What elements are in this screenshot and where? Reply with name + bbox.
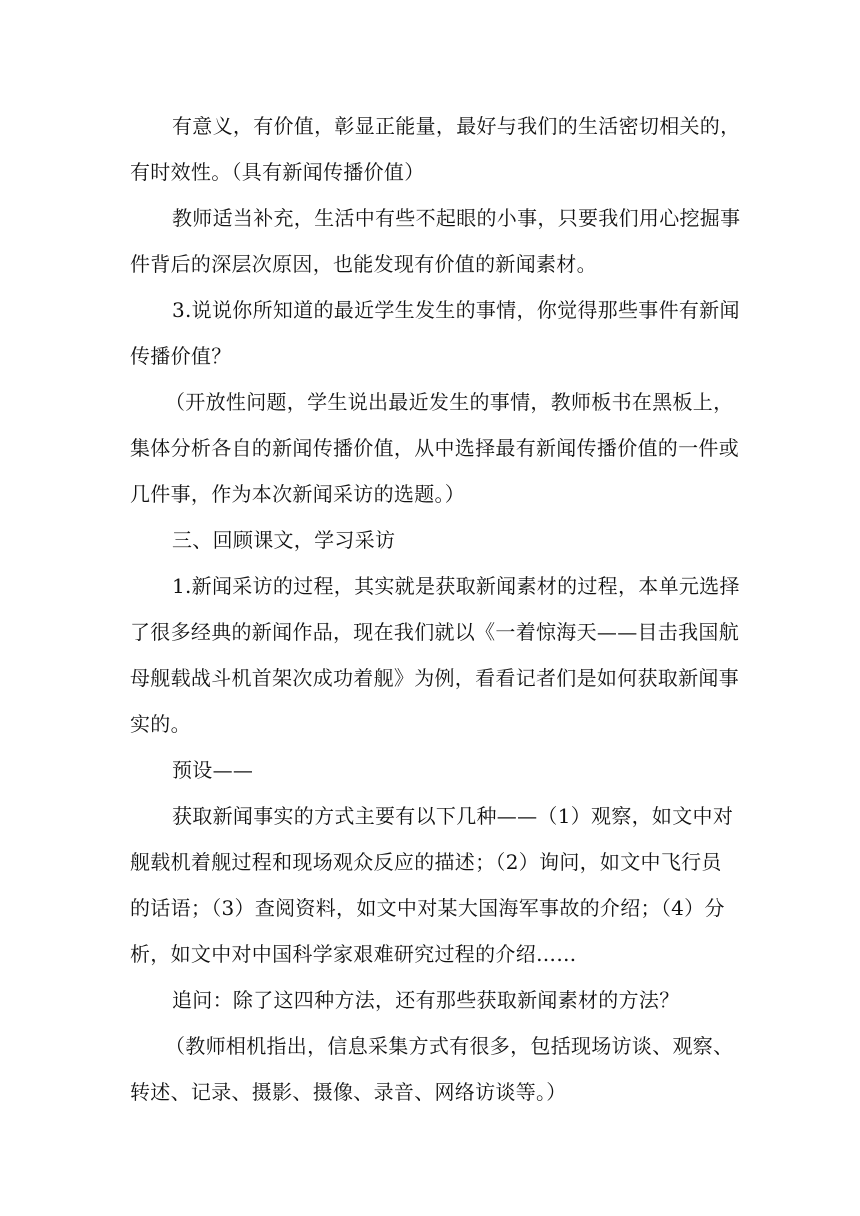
text-line: 几件事，作为本次新闻采访的选题。） xyxy=(130,482,466,506)
text-line: 舰载机着舰过程和现场观众反应的描述；（2）询问，如文中飞行员 xyxy=(130,850,722,874)
text-line: （教师相机指出，信息采集方式有很多，包括现场访谈、观察、 xyxy=(165,1034,734,1058)
text-line: 了很多经典的新闻作品，现在我们就以《一着惊海天——目击我国航 xyxy=(130,620,739,644)
text-line: 教师适当补充，生活中有些不起眼的小事，只要我们用心挖掘事 xyxy=(172,206,741,230)
text-line: 转述、记录、摄影、摄像、录音、网络访谈等。） xyxy=(130,1080,567,1104)
text-line: 追问：除了这四种方法，还有那些获取新闻素材的方法？ xyxy=(172,988,680,1012)
text-line: 有意义，有价值，彰显正能量，最好与我们的生活密切相关的， xyxy=(172,114,741,138)
text-line: 传播价值？ xyxy=(130,344,232,368)
text-line: 3.说说你所知道的最近学生发生的事情，你觉得那些事件有新闻 xyxy=(172,298,740,322)
text-line: 集体分析各自的新闻传播价值，从中选择最有新闻传播价值的一件或 xyxy=(130,436,739,460)
text-line: 件背后的深层次原因，也能发现有价值的新闻素材。 xyxy=(130,252,597,276)
text-line: 预设—— xyxy=(172,758,254,782)
text-line: 的话语；（3）查阅资料，如文中对某大国海军事故的介绍；（4）分 xyxy=(130,896,725,920)
text-line: 获取新闻事实的方式主要有以下几种——（1）观察，如文中对 xyxy=(172,804,734,828)
text-line: 实的。 xyxy=(130,712,191,736)
text-line: （开放性问题，学生说出最近发生的事情，教师板书在黑板上， xyxy=(165,390,734,414)
text-line: 1.新闻采访的过程，其实就是获取新闻素材的过程，本单元选择 xyxy=(172,574,740,598)
text-line: 有时效性。（具有新闻传播价值） xyxy=(130,160,425,184)
text-line: 母舰载战斗机首架次成功着舰》为例，看看记者们是如何获取新闻事 xyxy=(130,666,739,690)
text-line: 析，如文中对中国科学家艰难研究过程的介绍…… xyxy=(130,942,577,966)
section-heading: 三、回顾课文，学习采访 xyxy=(172,528,396,552)
